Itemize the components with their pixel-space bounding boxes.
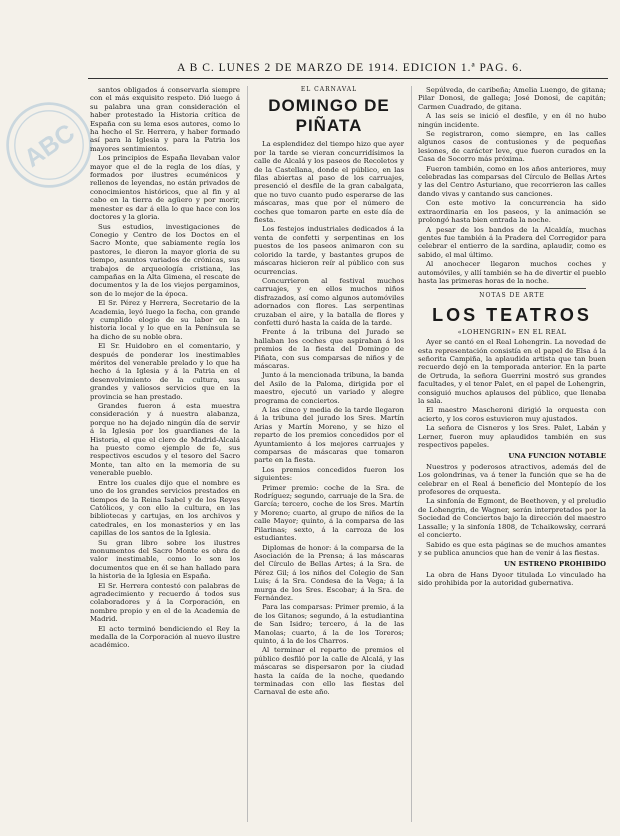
paragraph: La obra de Hans Dyoor titulada Lo vinculado ha sido prohibida por la autoridad gubernativa. — [418, 570, 606, 588]
column-3 — [418, 86, 606, 822]
paragraph: Al terminar el reparto de premios el público desfiló por la calle de Alcalá, y las máscaras se dispersaron por la ciudad hasta la caída de la noche, quedando terminadas con ello las fiestas del Carnaval de este año. — [254, 646, 404, 697]
paragraph: Los festejos industriales dedicados á la venta de confetti y serpentinas en los puestos de los paseos animaron con su colorido la tarde, y bastantes grupos de máscaras hicieron reír al público con sus ocurrencias. — [254, 225, 404, 276]
paragraph: Grandes fueron á esta muestra consideración y á nuestra alabanza, porque no ha dejado ningún día de servir á la Iglesia por los guardianes de la Historia, el que el clero de Madrid-Alcalá ha puesto como ejemplo de fe, sus respectivos escudos y el tesoro del Sacro Monte, tan alto en la memoria de su venerable pueblo. — [90, 402, 240, 478]
paragraph: Sus estudios, investigaciones de Conegio y Centro de los Doctos en el Sacro Monte, que sabiamente regía los pastores, le dieron la mayor gloria de su tiempo, asuntos variados de crónicas, sus trabajos de arqueología cristiana, las campañas en la Alta Gimena, el rescate de documentos y la de los viejos pergaminos, son de lo mejor de la época. — [90, 222, 240, 298]
paragraph: Con este motivo la concurrencia ha sido extraordinaria en los paseos, y la animación se prolongó hasta bien entrada la noche. — [418, 199, 606, 225]
section-rule — [438, 288, 586, 289]
paragraph: Para las comparsas: Primer premio, á la de los Gitanos; segundo, á la estudiantina de San Isidro; tercero, á la de las Manolas; cuarto, á la de los Toreros; quinto, á la de los Charros. — [254, 603, 404, 645]
paragraph: Ayer se cantó en el Real Lohengrin. La novedad de esta representación consistía en el papel de Elsa á la señorita Campiña, la aplaudida artista que tan buen recuerdo dejó en la temporada anterior. En la parte de Ortruda, la señora Guerrini mostró sus grandes facultades, y el tenor Palet, en el papel de Lohengrin, consiguió muchos aplausos del público, que llenaba la sala. — [418, 338, 606, 405]
paragraph: Su gran libro sobre los ilustres monumentos del Sacro Monte es obra de valor inestimable, como lo son los documentos que en él se han hallado para la historia de la Iglesia en España. — [90, 538, 240, 581]
paragraph: Entre los cuales dijo que el nombre es uno de los grandes servicios prestados en tiempos de la Reina Isabel y de los Reyes Católicos, y con ello la cultura, en las bibliotecas y cartujas, en los archivos y catedrales, en los monasterios y en las capillas de los santos de la Iglesia. — [90, 478, 240, 538]
paragraph: El Sr. Pérez y Herrera, Secretario de la Academia, leyó luego la fecha, con grande y cumplido elogio de su labor en la historia local y lo que en la Península se ha dicho de su noble obra. — [90, 299, 240, 341]
header-rule — [88, 78, 608, 79]
paragraph: Nuestros y poderosos atractivos, además del de Los golondrinas, va á tener la función que se ha de celebrar en el Real á beneficio del Montepío de los profesores de orquesta. — [418, 462, 606, 497]
paragraph: Diplomas de honor: á la comparsa de la Asociación de la Prensa; á las máscaras del Círculo de Bellas Artes; á la Sra. de Pérez Gil; á los niños del Colegio de San Luis; á la Sra. Condesa de la Vega; á la murga de los Sres. Escobar; á la Sra. de Fernández. — [254, 543, 404, 602]
paragraph: El acto terminó bendiciendo el Rey la medalla de la Corporación al nuevo ilustre académico. — [90, 624, 240, 650]
column-2 — [254, 86, 404, 822]
paragraph: La sinfonía de Egmont, de Beethoven, y el preludio de Lohengrin, de Wagner, serán interpretados por la Sociedad de Conciertos bajo la dirección del maestro Lassalle; y la sinfonía 1808, de Tchaikowsky, cerrará el concierto. — [418, 497, 606, 540]
abc-watermark-icon — [4, 100, 94, 190]
paragraph: A las cinco y media de la tarde llegaron á la tribuna del jurado los Sres. Martín Arias y Martín Moreno, y se hizo el reparto de los premios concedidos por el Ayuntamiento á los mejores carruajes y comparsas de máscaras que tomaron parte en la fiesta. — [254, 406, 404, 465]
article-subhead: «LOHENGRIN» EN EL REAL — [457, 327, 567, 336]
article-subhead: UN ESTRENO PROHIBIDO — [503, 560, 606, 569]
page-header: A B C. LUNES 2 DE MARZO DE 1914. EDICION 1.ª PAG. 6. — [177, 62, 523, 74]
paragraph: Primer premio: coche de la Sra. de Rodríguez; segundo, carruaje de la Sra. de García; tercero, coche de los Sres. Martín y Moreno; cuarto, al grupo de niños de la calle Mayor; quinto, á la comparsa de las Pilarinas; sexto, á la carroza de los estudiantes. — [254, 483, 404, 543]
paragraph: Los premios concedidos fueron los siguientes: — [254, 465, 404, 483]
section-title: LOS TEATROS — [432, 304, 592, 325]
article-kicker: EL CARNAVAL — [300, 86, 358, 93]
paragraph: El Sr. Herrera contestó con palabras de agradecimiento y recuerdo á todos sus colaboradores y á la Corporación, en nombre propio y en el de la Academia de Madrid. — [90, 581, 240, 624]
paragraph: santos obligados á conservarla siempre con el más exquisito respeto. Dió luego á su palabra una gran consideración el haber protestado la Historia crítica de España con su lema esos autores, como lo ha hecho el Sr. Herrera, y haber formado así para la Iglesia y para la Patria los mayores sentimientos. — [90, 86, 240, 153]
article-title: DOMINGO DE PIÑATA — [268, 96, 390, 136]
paragraph: El Sr. Huidobro en el comentario, y después de ponderar los inestimables méritos del venerable prelado y lo que ha hecho á la Iglesia y á la Patria en el desenvolvimiento de la cultura, sus grandes y valiosos servicios que en la provincia se han prestado. — [90, 342, 240, 401]
paragraph: Sabido es que esta páginas se de muchos amantes y se publica anuncios que han de venir á las fiestas. — [418, 540, 606, 557]
column-1 — [90, 86, 240, 822]
paragraph: A pesar de los bandos de la Alcaldía, muchas gentes fue también á la Pradera del Corregidor para celebrar el entierro de la sardina, aplaudir, como es sabido, el mal último. — [418, 225, 606, 259]
paragraph: La esplendidez del tiempo hizo que ayer por la tarde se vieran concurridísimos la calle de Alcalá y los paseos de Recoletos y de la Castellana, donde el público, en las filas abiertas al paso de los carruajes, presenció el desfile de la gran cabalgata, que no tuvo cuanto pudo esperarse de las máscaras, mas que por el número de coches que tomaron parte en este día de fiesta. — [254, 140, 404, 225]
column-divider — [247, 86, 248, 822]
column-divider — [411, 86, 412, 822]
paragraph: Frente á la tribuna del Jurado se hallaban los coches que aspiraban á los premios de la fiesta del Domingo de Piñata, con sus comparsas de niños y de máscaras. — [254, 328, 404, 370]
paragraph: La señora de Cisneros y los Sres. Palet, Labán y Lerner, fueron muy aplaudidos también en sus respectivos papeles. — [418, 424, 606, 450]
paragraph: Sepúlveda, de caribeña; Amelia Luengo, de gitana; Pilar Donosi, de gallega; José Donosi, de capitán; Carmen Cuadrado, de gitana. — [418, 86, 606, 111]
paragraph: Junto á la mencionada tribuna, la banda del Asilo de la Paloma, dirigida por el maestro, ejecutó un variado y alegre programa de conciertos. — [254, 371, 404, 405]
paragraph: Se registraron, como siempre, en las calles algunos casos de contusiones y de pequeñas lesiones, de carácter leve, que fueron curados en la Casa de Socorro más próxima. — [418, 130, 606, 164]
paragraph: Fueron también, como en los años anteriores, muy celebradas las comparsas del Círculo de Bellas Artes y las del Centro Asturiano, que recorrieron las calles dando vivas y cantando sus canciones. — [418, 164, 606, 198]
paragraph: El maestro Mascheroni dirigió la orquesta con acierto, y los coros estuvieron muy ajustados. — [418, 406, 606, 423]
article-subhead: UNA FUNCION NOTABLE — [508, 452, 606, 461]
paragraph: Los principios de España llevaban valor mayor que el de la regla de los días, y formados por ilustres ecuménicos y rellenos de leyendas, no están privados de conocimientos históricos, que al fin y al cabo en la tierra de agüero y por morir, menester es dar á ella lo que hace con los doctores y la gloria. — [90, 154, 240, 222]
paragraph: A las seis se inició el desfile, y en él no hubo ningún incidente. — [418, 112, 606, 129]
paragraph: Concurrieron al festival muchos carruajes, y en ellos muchos niños disfrazados, así como algunos automóviles adornados con flores. Las serpentinas cruzaban el aire, y la batalla de flores y confetti duró hasta la caída de la tarde. — [254, 276, 404, 327]
section-kicker: NOTAS DE ARTE — [479, 292, 545, 300]
watermark-text: ABC — [19, 118, 80, 173]
paragraph: Al anochecer llegaron muchos coches y automóviles, y allí también se ha de divertir el pueblo hasta las primeras horas de la noche. — [418, 260, 606, 285]
